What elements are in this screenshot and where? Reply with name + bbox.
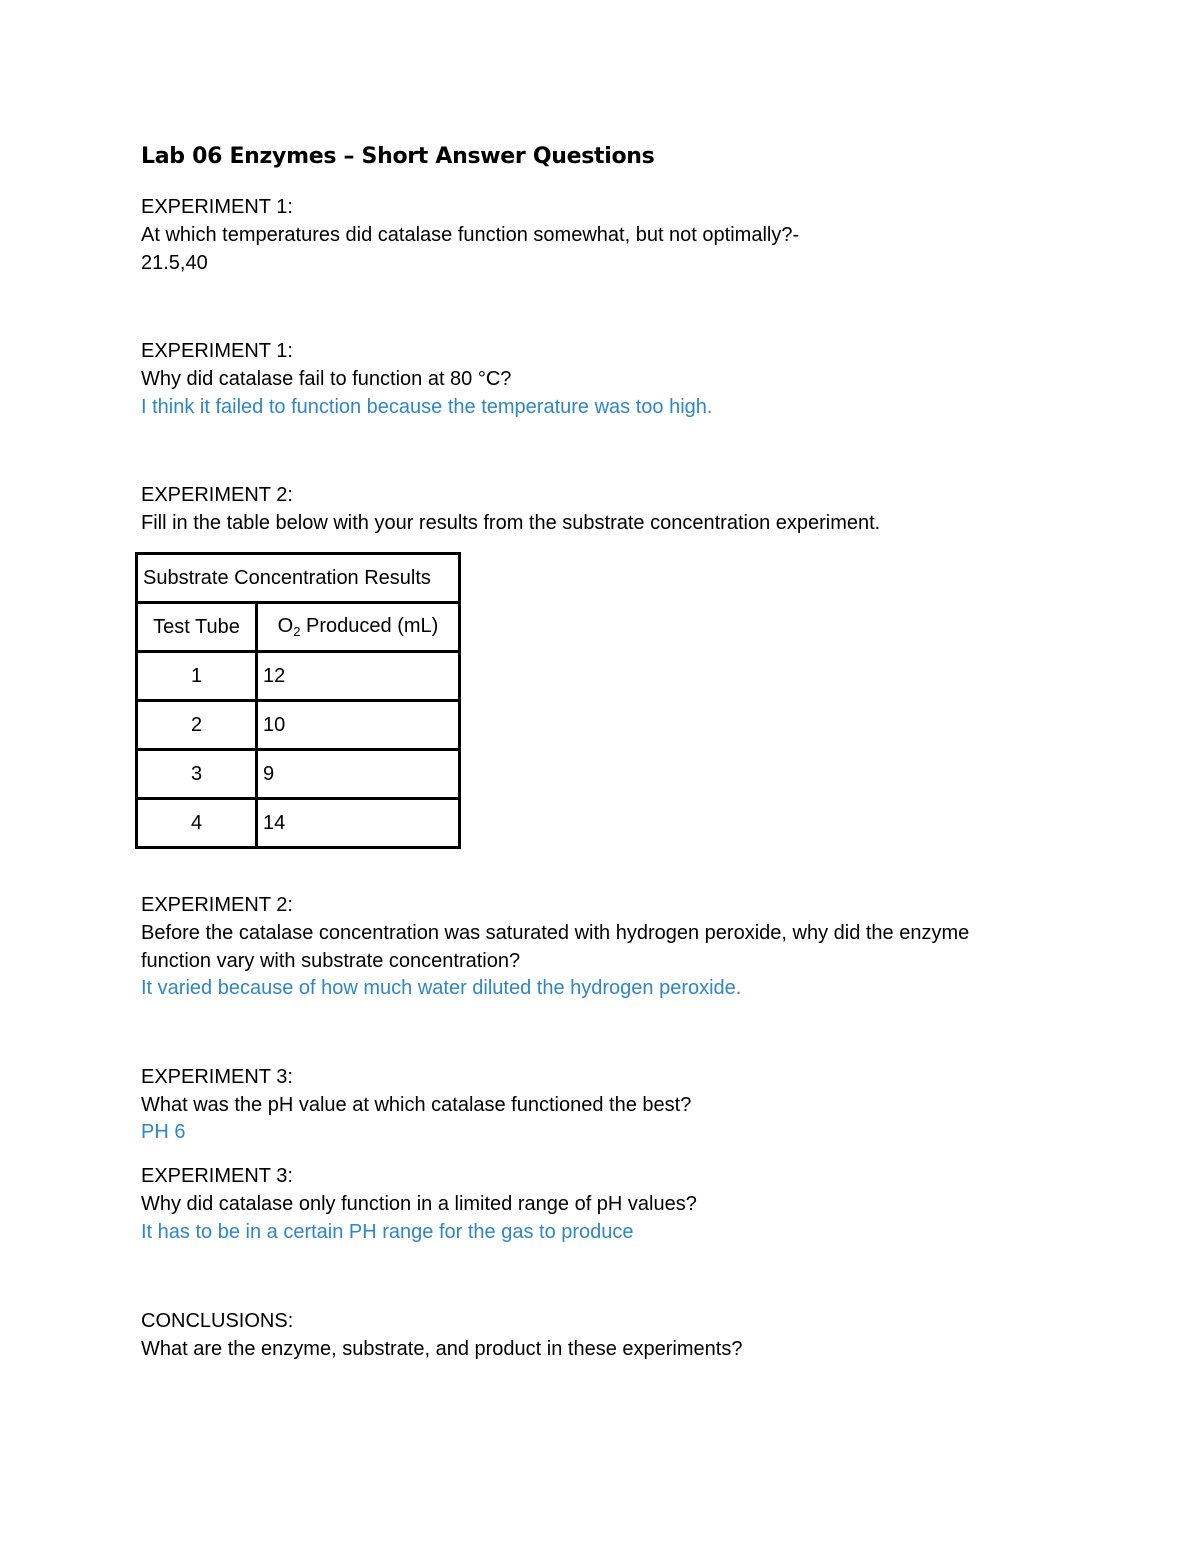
section-5-heading: EXPERIMENT 3: (141, 1066, 293, 1088)
section-3-question: Fill in the table below with your results from the substrate concentration experiment. (141, 512, 881, 534)
section-3-heading: EXPERIMENT 2: (141, 484, 293, 506)
section-6-heading: EXPERIMENT 3: (141, 1165, 293, 1187)
table-caption: Substrate Concentration Results (137, 554, 460, 603)
section-5-answer: PH 6 (141, 1121, 186, 1143)
table-caption-row (137, 554, 460, 603)
table-row (137, 799, 460, 848)
section-2-heading: EXPERIMENT 1: (141, 340, 293, 362)
table-header-row (137, 603, 460, 652)
table-row (137, 652, 460, 701)
conclusions-question: What are the enzyme, substrate, and product in these experiments? (141, 1338, 743, 1360)
test-tube-cell: 2 (137, 701, 257, 750)
column-header-test-tube: Test Tube (137, 603, 257, 652)
section-5-question: What was the pH value at which catalase functioned the best? (141, 1094, 692, 1116)
section-1-answer: 21.5,40 (141, 252, 208, 274)
section-2-question: Why did catalase fail to function at 80 °C? (141, 368, 512, 390)
table-row (137, 750, 460, 799)
section-4-answer: It varied because of how much water diluted the hydrogen peroxide. (141, 977, 742, 999)
section-1-heading: EXPERIMENT 1: (141, 196, 293, 218)
conclusions-heading: CONCLUSIONS: (141, 1310, 294, 1332)
section-1-question: At which temperatures did catalase function somewhat, but not optimally?- (141, 224, 800, 246)
o2-value-cell: 12 (257, 652, 460, 701)
section-6-answer: It has to be in a certain PH range for the gas to produce (141, 1221, 634, 1243)
section-2-answer: I think it failed to function because the temperature was too high. (141, 396, 713, 418)
section-6-question: Why did catalase only function in a limited range of pH values? (141, 1193, 697, 1215)
section-4-question-line1: Before the catalase concentration was saturated with hydrogen peroxide, why did the enzyme (141, 922, 970, 944)
document-title: Lab 06 Enzymes – Short Answer Questions (141, 144, 655, 169)
test-tube-cell: 1 (137, 652, 257, 701)
column-header-o2-produced: $O_2$ Produced (mL) (257, 603, 460, 652)
o2-value-cell: 10 (257, 701, 460, 750)
section-4-heading: EXPERIMENT 2: (141, 894, 293, 916)
test-tube-cell: 3 (137, 750, 257, 799)
table-row (137, 701, 460, 750)
test-tube-cell: 4 (137, 799, 257, 848)
section-4-question-line2: function vary with substrate concentration? (141, 950, 521, 972)
o2-value-cell: 9 (257, 750, 460, 799)
substrate-results-table (135, 552, 461, 849)
o2-value-cell: 14 (257, 799, 460, 848)
